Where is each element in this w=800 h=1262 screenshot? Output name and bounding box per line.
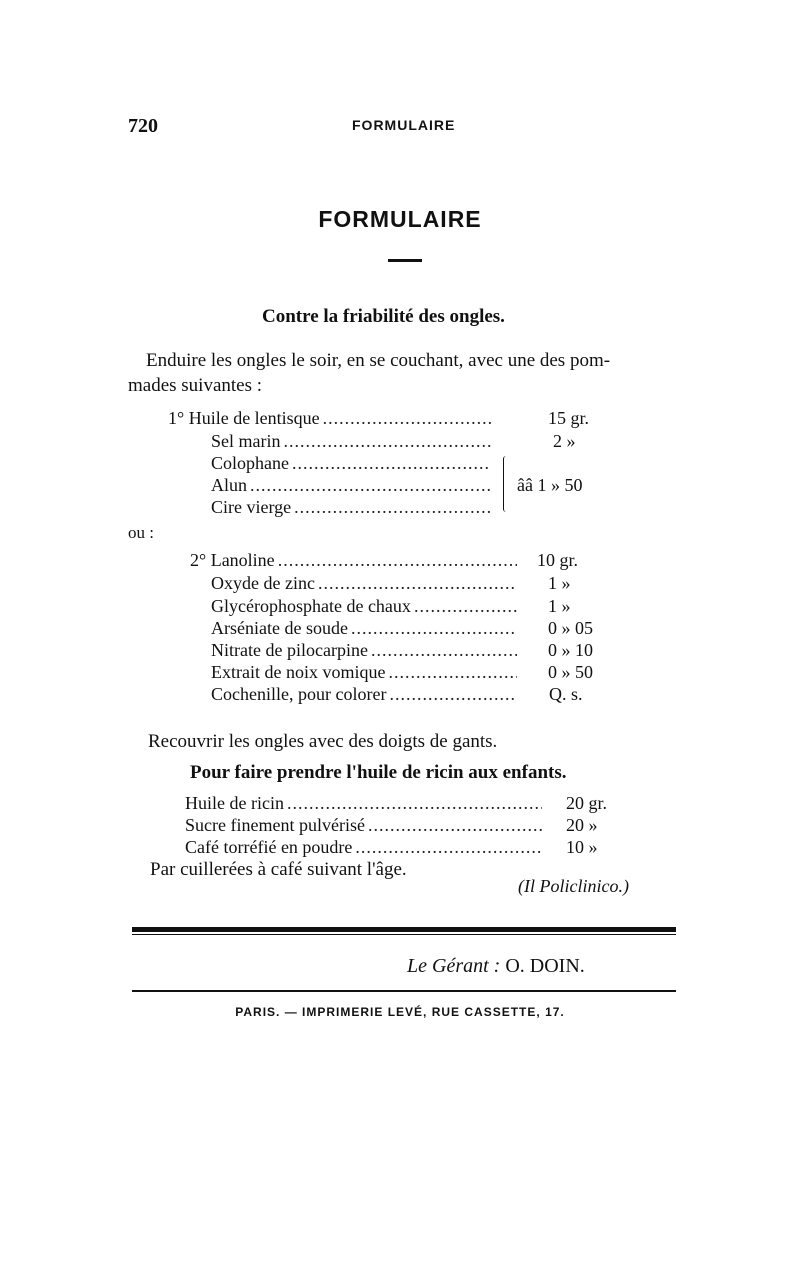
page-number: 720	[128, 115, 158, 137]
formula2-row	[190, 550, 520, 571]
manager-label: Le Gérant :	[407, 955, 501, 977]
ingredient-name: Alun	[211, 475, 247, 495]
leader-dots	[287, 793, 542, 814]
formula1-row	[211, 431, 494, 452]
running-head: FORMULAIRE	[352, 117, 456, 133]
footer-double-rule	[132, 927, 676, 932]
formula2-row	[211, 596, 520, 617]
leader-dots	[355, 837, 542, 858]
or-label: ou :	[128, 523, 154, 542]
ingredient-name: Sel marin	[211, 431, 281, 451]
formula2-row	[211, 662, 520, 683]
ingredient-name: Extrait de noix vomique	[211, 662, 386, 682]
ingredient-qty: 20 gr.	[566, 793, 608, 813]
ingredient-name: Café torréfié en poudre	[185, 837, 353, 857]
ingredient-name: Arséniate de soude	[211, 618, 348, 638]
ingredient-name: Cire vierge	[211, 497, 292, 517]
formula2-row	[211, 640, 520, 661]
formula2-row	[211, 684, 520, 705]
title-rule	[388, 259, 422, 262]
ingredient-qty: 20 »	[566, 815, 598, 835]
ingredient-name: 1° Huile de lentisque	[168, 408, 320, 428]
leader-dots	[284, 431, 492, 452]
ingredient-qty: 0 » 50	[548, 662, 593, 682]
recipe-row	[185, 837, 545, 858]
section-heading-nails: Contre la friabilité des ongles.	[262, 306, 505, 327]
ingredient-qty: 15 gr.	[548, 408, 590, 428]
ingredient-qty: 0 » 10	[548, 640, 593, 660]
dosage-instruction: Par cuillerées à café suivant l'âge.	[150, 859, 407, 880]
intro-line-2: mades suivantes :	[128, 375, 263, 396]
formula1-row	[168, 408, 494, 429]
grouped-qty: ââ 1 » 50	[517, 475, 583, 495]
leader-dots	[323, 408, 491, 429]
intro-line-1: Enduire les ongles le soir, en se couchant, avec une des pom-	[146, 350, 611, 371]
manager-signature	[407, 955, 585, 978]
ingredient-name: Huile de ricin	[185, 793, 284, 813]
leader-dots	[368, 815, 542, 836]
leader-dots	[292, 453, 491, 474]
ingredient-qty: 10 »	[566, 837, 598, 857]
ingredient-qty: 0 » 05	[548, 618, 593, 638]
ingredient-name: 2° Lanoline	[190, 550, 275, 570]
leader-dots	[278, 550, 517, 571]
leader-dots	[351, 618, 517, 639]
leader-dots	[389, 684, 517, 705]
ingredient-qty: 1 »	[548, 573, 571, 593]
formula1-row	[211, 497, 494, 518]
printer-imprint: PARIS. — IMPRIMERIE LEVÉ, RUE CASSETTE, 17.	[235, 1005, 565, 1019]
leader-dots	[414, 596, 517, 617]
section-heading-castor-oil: Pour faire prendre l'huile de ricin aux enfants.	[190, 762, 567, 783]
ingredient-name: Oxyde de zinc	[211, 573, 315, 593]
ingredient-qty: 10 gr.	[537, 550, 579, 570]
ingredient-qty: 2 »	[553, 431, 576, 451]
formula2-row	[211, 573, 520, 594]
ingredient-name: Colophane	[211, 453, 289, 473]
page-title: FORMULAIRE	[318, 206, 482, 232]
recipe-row	[185, 815, 545, 836]
manager-name: O. DOIN.	[505, 955, 585, 977]
ingredient-qty: Q. s.	[549, 684, 583, 704]
footer-double-rule-thin	[132, 934, 676, 935]
formula1-row	[211, 453, 494, 474]
ingredient-qty: 1 »	[548, 596, 571, 616]
leader-dots	[318, 573, 517, 594]
recipe-row	[185, 793, 545, 814]
leader-dots	[371, 640, 517, 661]
formula2-row	[211, 618, 520, 639]
grouping-brace	[503, 456, 510, 512]
bottom-rule	[132, 990, 676, 992]
ingredient-name: Cochenille, pour colorer	[211, 684, 387, 704]
ingredient-name: Nitrate de pilocarpine	[211, 640, 368, 660]
ingredient-name: Glycérophosphate de chaux	[211, 596, 411, 616]
ingredient-name: Sucre finement pulvérisé	[185, 815, 365, 835]
leader-dots	[294, 497, 491, 518]
leader-dots	[388, 662, 517, 683]
citation: (Il Policlinico.)	[518, 876, 629, 896]
formula1-row	[211, 475, 494, 496]
leader-dots	[250, 475, 491, 496]
closing-instruction: Recouvrir les ongles avec des doigts de gants.	[148, 731, 498, 752]
